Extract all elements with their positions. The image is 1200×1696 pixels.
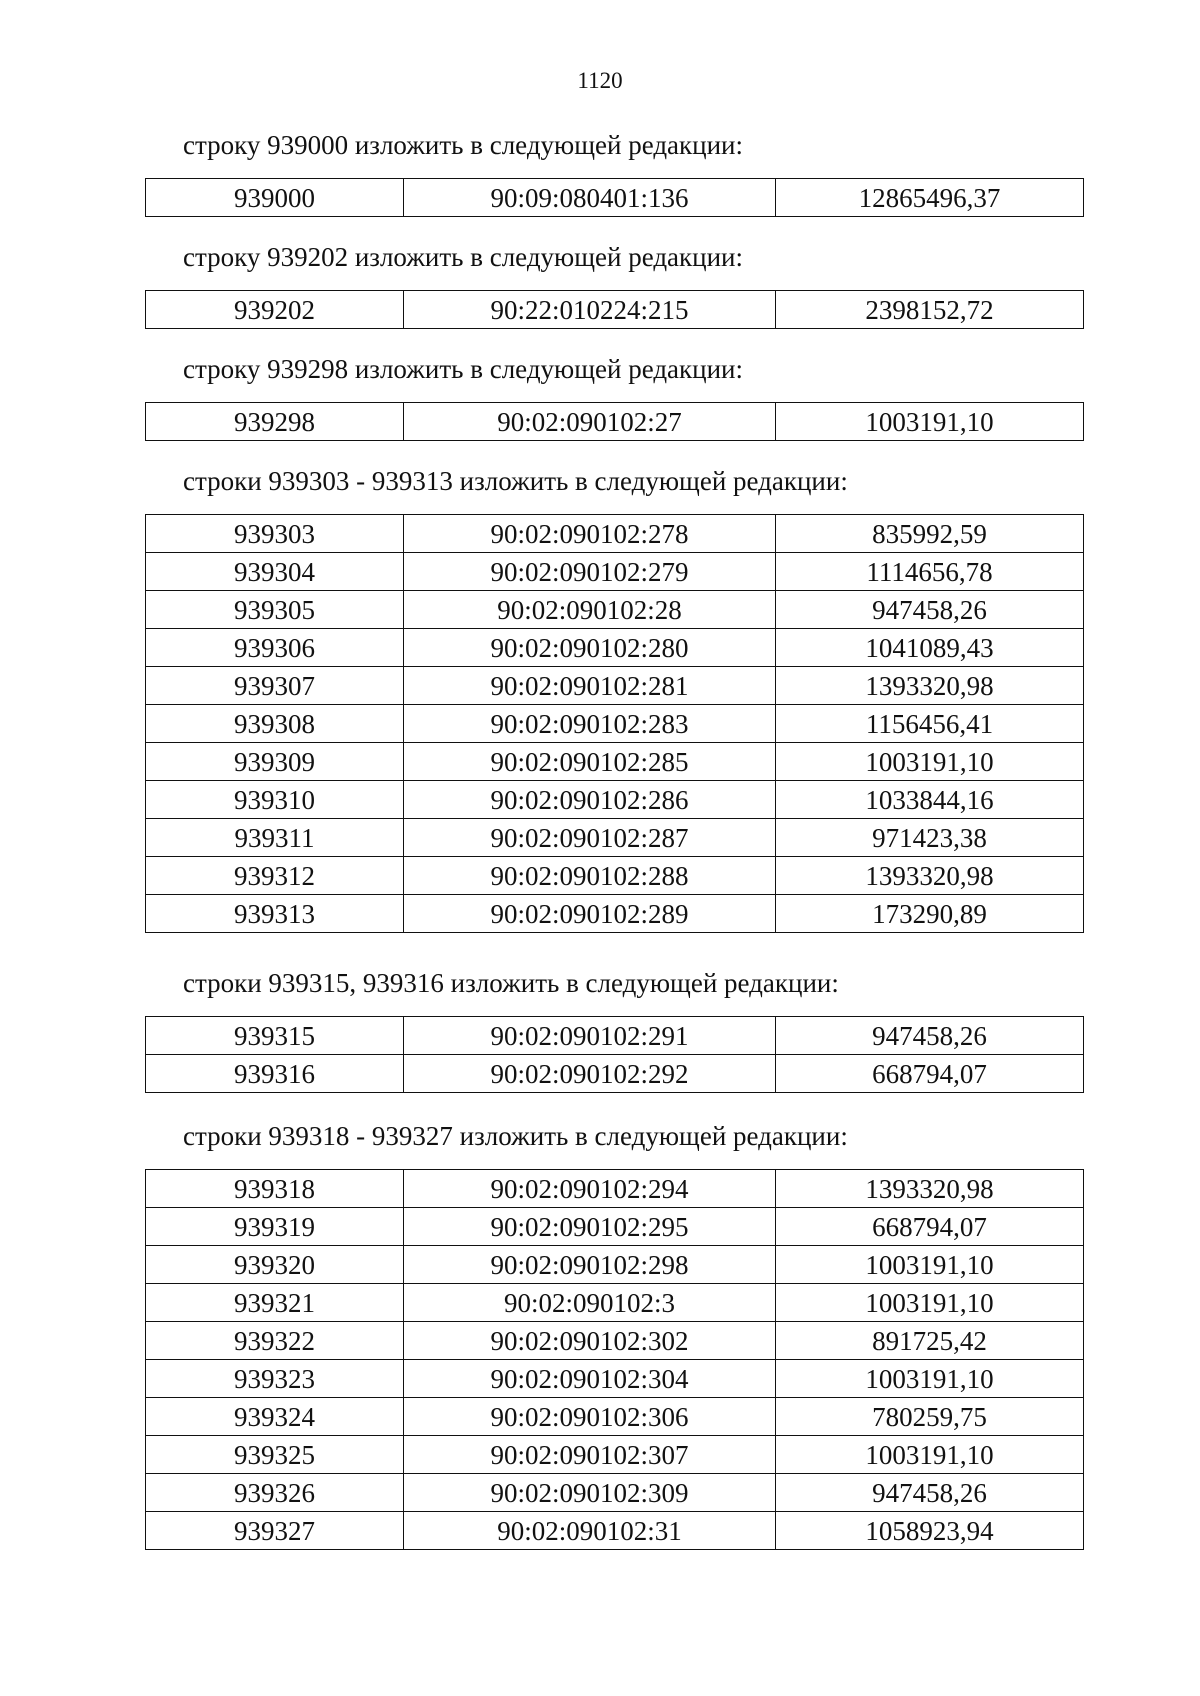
row-number-cell: 939308 [146, 705, 404, 743]
value-cell: 1033844,16 [776, 781, 1084, 819]
row-number-cell: 939304 [146, 553, 404, 591]
table-row [146, 1398, 1084, 1436]
value-cell: 1003191,10 [776, 1436, 1084, 1474]
row-number-cell: 939306 [146, 629, 404, 667]
value-cell: 971423,38 [776, 819, 1084, 857]
row-number-cell: 939325 [146, 1436, 404, 1474]
cadastral-number-cell: 90:02:090102:3 [404, 1284, 776, 1322]
value-cell: 1003191,10 [776, 403, 1084, 441]
value-cell: 780259,75 [776, 1398, 1084, 1436]
table-row [146, 1246, 1084, 1284]
row-number-cell: 939319 [146, 1208, 404, 1246]
amendment-table [145, 1169, 1084, 1550]
cadastral-number-cell: 90:09:080401:136 [404, 179, 776, 217]
table-row [146, 857, 1084, 895]
amendment-table [145, 514, 1084, 933]
row-number-cell: 939320 [146, 1246, 404, 1284]
amendment-table [145, 290, 1084, 329]
cadastral-number-cell: 90:02:090102:288 [404, 857, 776, 895]
row-number-cell: 939327 [146, 1512, 404, 1550]
section-caption: строки 939318 - 939327 изложить в следующей редакции: [183, 1121, 848, 1151]
cadastral-number-cell: 90:02:090102:28 [404, 591, 776, 629]
section-caption: строку 939298 изложить в следующей редакции: [183, 354, 744, 384]
cadastral-number-cell: 90:02:090102:31 [404, 1512, 776, 1550]
row-number-cell: 939316 [146, 1055, 404, 1093]
value-cell: 668794,07 [776, 1208, 1084, 1246]
table-row [146, 1017, 1084, 1055]
value-cell: 947458,26 [776, 1474, 1084, 1512]
table-row [146, 591, 1084, 629]
value-cell: 1003191,10 [776, 743, 1084, 781]
section-caption: строки 939303 - 939313 изложить в следующей редакции: [183, 466, 848, 496]
row-number-cell: 939315 [146, 1017, 404, 1055]
value-cell: 2398152,72 [776, 291, 1084, 329]
row-number-cell: 939312 [146, 857, 404, 895]
amendment-table [145, 1016, 1084, 1093]
cadastral-number-cell: 90:02:090102:286 [404, 781, 776, 819]
row-number-cell: 939318 [146, 1170, 404, 1208]
row-number-cell: 939309 [146, 743, 404, 781]
table-row [146, 291, 1084, 329]
cadastral-number-cell: 90:02:090102:306 [404, 1398, 776, 1436]
cadastral-number-cell: 90:02:090102:278 [404, 515, 776, 553]
cadastral-number-cell: 90:02:090102:292 [404, 1055, 776, 1093]
page-number: 1120 [577, 68, 623, 93]
value-cell: 1156456,41 [776, 705, 1084, 743]
cadastral-number-cell: 90:02:090102:307 [404, 1436, 776, 1474]
row-number-cell: 939311 [146, 819, 404, 857]
row-number-cell: 939324 [146, 1398, 404, 1436]
value-cell: 173290,89 [776, 895, 1084, 933]
section-caption: строку 939202 изложить в следующей редакции: [183, 242, 744, 272]
cadastral-number-cell: 90:02:090102:285 [404, 743, 776, 781]
cadastral-number-cell: 90:22:010224:215 [404, 291, 776, 329]
table-row [146, 1474, 1084, 1512]
cadastral-number-cell: 90:02:090102:279 [404, 553, 776, 591]
row-number-cell: 939321 [146, 1284, 404, 1322]
table-row [146, 1055, 1084, 1093]
row-number-cell: 939310 [146, 781, 404, 819]
table-row [146, 1436, 1084, 1474]
value-cell: 1393320,98 [776, 857, 1084, 895]
table-row [146, 743, 1084, 781]
row-number-cell: 939322 [146, 1322, 404, 1360]
value-cell: 1041089,43 [776, 629, 1084, 667]
row-number-cell: 939202 [146, 291, 404, 329]
row-number-cell: 939326 [146, 1474, 404, 1512]
cadastral-number-cell: 90:02:090102:287 [404, 819, 776, 857]
section-caption: строки 939315, 939316 изложить в следующей редакции: [183, 968, 839, 998]
table-row [146, 667, 1084, 705]
table-row [146, 1512, 1084, 1550]
table-row [146, 1322, 1084, 1360]
value-cell: 12865496,37 [776, 179, 1084, 217]
row-number-cell: 939307 [146, 667, 404, 705]
table-row [146, 515, 1084, 553]
value-cell: 1393320,98 [776, 667, 1084, 705]
amendment-table [145, 402, 1084, 441]
row-number-cell: 939298 [146, 403, 404, 441]
row-number-cell: 939313 [146, 895, 404, 933]
row-number-cell: 939323 [146, 1360, 404, 1398]
table-row [146, 179, 1084, 217]
row-number-cell: 939305 [146, 591, 404, 629]
table-row [146, 705, 1084, 743]
table-row [146, 629, 1084, 667]
value-cell: 1058923,94 [776, 1512, 1084, 1550]
cadastral-number-cell: 90:02:090102:304 [404, 1360, 776, 1398]
table-row [146, 1360, 1084, 1398]
cadastral-number-cell: 90:02:090102:294 [404, 1170, 776, 1208]
row-number-cell: 939303 [146, 515, 404, 553]
value-cell: 1003191,10 [776, 1284, 1084, 1322]
cadastral-number-cell: 90:02:090102:289 [404, 895, 776, 933]
table-row [146, 1208, 1084, 1246]
table-row [146, 781, 1084, 819]
value-cell: 668794,07 [776, 1055, 1084, 1093]
table-row [146, 553, 1084, 591]
table-row [146, 895, 1084, 933]
value-cell: 1114656,78 [776, 553, 1084, 591]
cadastral-number-cell: 90:02:090102:309 [404, 1474, 776, 1512]
section-caption: строку 939000 изложить в следующей редакции: [183, 130, 744, 160]
value-cell: 1003191,10 [776, 1246, 1084, 1284]
value-cell: 1393320,98 [776, 1170, 1084, 1208]
table-row [146, 1170, 1084, 1208]
cadastral-number-cell: 90:02:090102:295 [404, 1208, 776, 1246]
cadastral-number-cell: 90:02:090102:291 [404, 1017, 776, 1055]
value-cell: 1003191,10 [776, 1360, 1084, 1398]
amendment-table [145, 178, 1084, 217]
cadastral-number-cell: 90:02:090102:298 [404, 1246, 776, 1284]
cadastral-number-cell: 90:02:090102:281 [404, 667, 776, 705]
cadastral-number-cell: 90:02:090102:27 [404, 403, 776, 441]
cadastral-number-cell: 90:02:090102:280 [404, 629, 776, 667]
value-cell: 891725,42 [776, 1322, 1084, 1360]
table-row [146, 403, 1084, 441]
table-row [146, 1284, 1084, 1322]
cadastral-number-cell: 90:02:090102:283 [404, 705, 776, 743]
row-number-cell: 939000 [146, 179, 404, 217]
table-row [146, 819, 1084, 857]
value-cell: 947458,26 [776, 591, 1084, 629]
value-cell: 947458,26 [776, 1017, 1084, 1055]
cadastral-number-cell: 90:02:090102:302 [404, 1322, 776, 1360]
value-cell: 835992,59 [776, 515, 1084, 553]
